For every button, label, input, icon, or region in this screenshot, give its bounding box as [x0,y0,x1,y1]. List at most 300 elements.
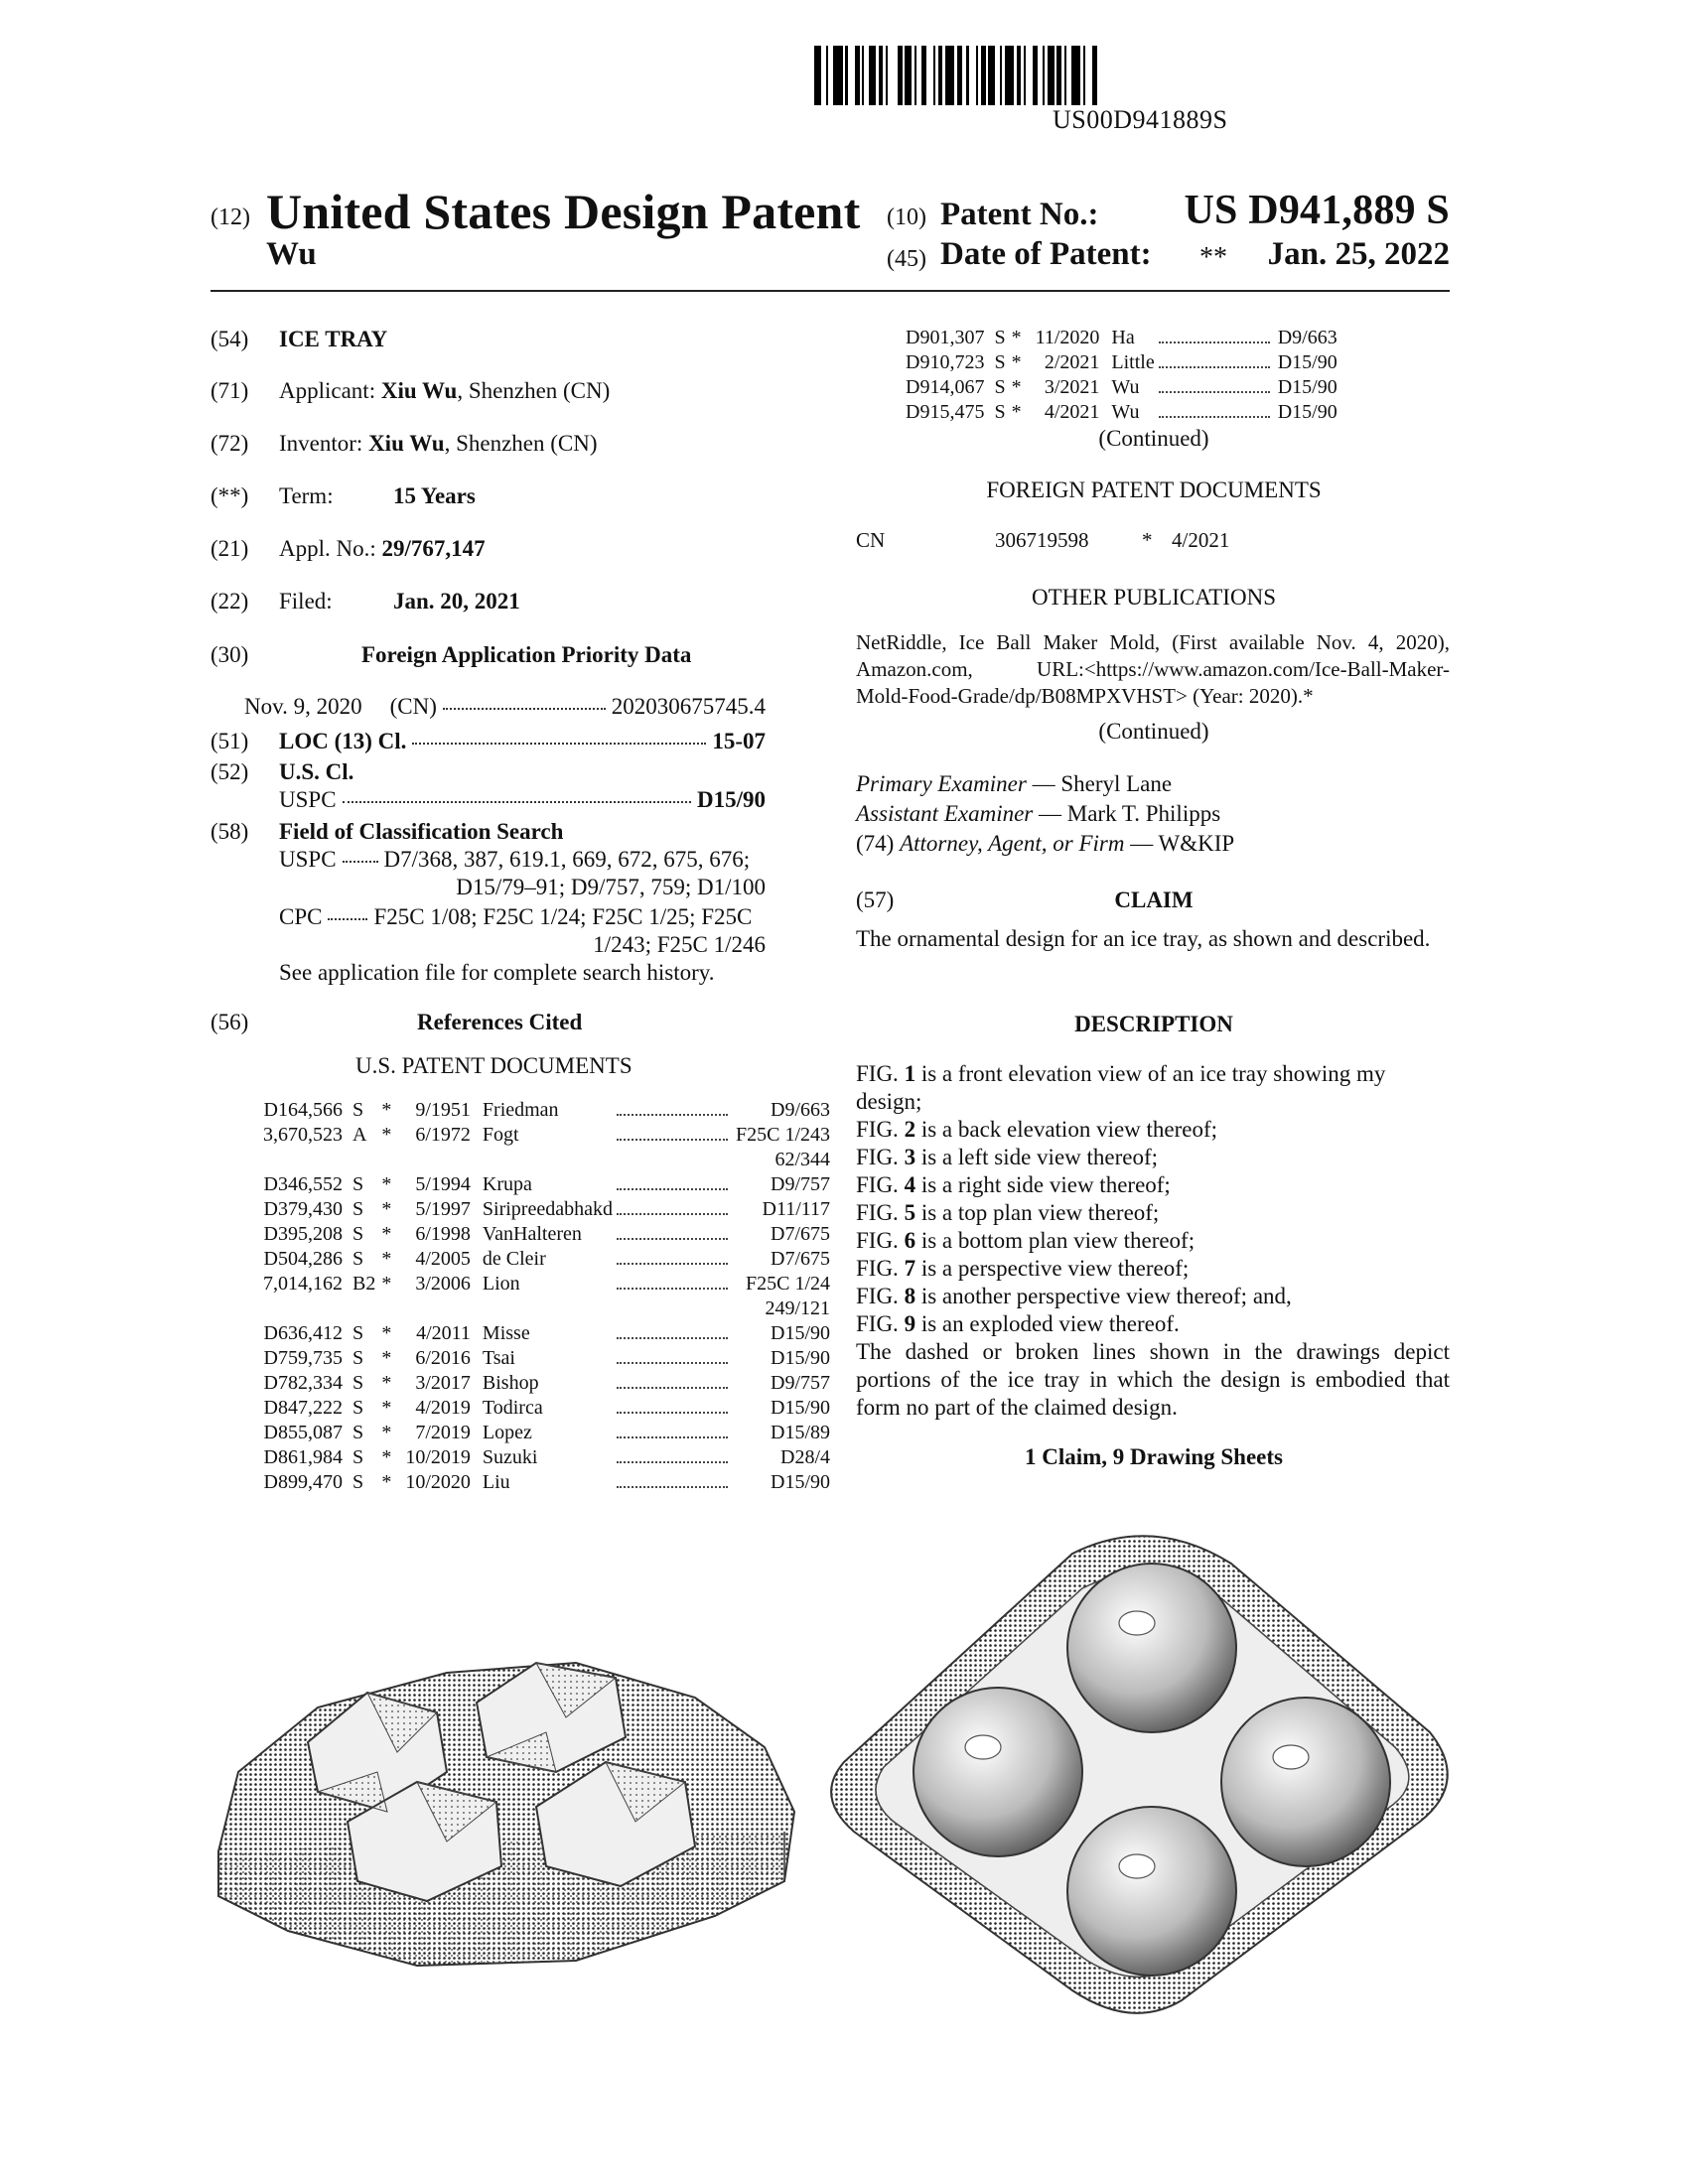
ref-date: 6/1998 [415,1223,471,1245]
ref-number: D910,723 [906,351,985,373]
loc-row [279,728,766,755]
us-cl-label: U.S. Cl. [279,759,354,784]
ref-class: D15/90 [771,1347,831,1369]
primary-examiner-name: — Sheryl Lane [1026,771,1173,796]
ref-star: * [381,1471,392,1493]
attorney-label: Attorney, Agent, or Firm [900,831,1125,856]
figure-number: 8 [904,1284,916,1308]
ref-star: * [381,1372,392,1394]
ref-class: D9/663 [1277,327,1337,348]
reference-row [906,326,1337,350]
field-cpc-row [279,903,766,931]
ref-name: Suzuki [482,1446,538,1468]
ref-date: 2/2021 [1044,351,1100,373]
ref-class: D28/4 [780,1446,831,1468]
ref-kind: S [352,1422,364,1443]
figure-description: is a bottom plan view thereof; [915,1228,1196,1253]
figure-line [856,1116,1450,1144]
leader-dots [613,1445,732,1470]
ref-name: Bishop [482,1372,539,1394]
code-56: (56) [211,1010,249,1034]
ref-class: D15/90 [771,1397,831,1419]
uspc-label: USPC [279,787,337,812]
barcode-bar [905,46,912,105]
other-pub-line-3: Mold-Food-Grade/dp/B08MPXVHST> (Year: 2020).* [856,684,1314,708]
date-of-patent: Jan. 25, 2022 [1267,236,1450,272]
code-term: (**) [211,483,249,508]
ref-star: * [381,1322,392,1344]
ref-star: * [381,1397,392,1419]
figure-description: is an exploded view thereof. [915,1311,1180,1336]
ref-name: Todirca [482,1397,543,1419]
barcode-bar [848,46,855,105]
barcode-bar [945,46,955,105]
field-uspc-row [279,846,766,874]
attorney [856,830,1234,858]
uspc-value: D15/90 [697,787,766,812]
ref-star: * [1011,376,1022,398]
figure-prefix: design; [856,1089,922,1114]
field-search-title: Field of Classification Search [279,819,564,844]
perspective-view-right [831,1536,1448,2013]
filed-label: Filed: [279,589,333,614]
term-label: Term: [279,483,334,508]
ref-star: * [381,1422,392,1443]
field-cpc-1: F25C 1/08; F25C 1/24; F25C 1/25; F25C [373,904,753,929]
code-51: (51) [211,729,249,753]
ref-kind: S [994,327,1006,348]
ref-kind: S [352,1347,364,1369]
barcode-bar [1097,46,1099,105]
barcode-number: US00D941889S [1053,105,1228,134]
ref-kind: A [352,1124,367,1146]
primary-examiner-label: Primary Examiner [856,771,1027,796]
figure-line [856,1144,1450,1171]
ref-class: D15/90 [771,1322,831,1344]
appl-no [279,535,486,563]
leader-dots [443,707,606,710]
figure-description: is a back elevation view thereof; [915,1117,1218,1142]
priority-number: 202030675745.4 [611,694,766,719]
assistant-examiner-label: Assistant Examiner [856,801,1034,826]
reference-row [263,1321,830,1346]
ref-kind: S [352,1471,364,1493]
foreign-star: * [1142,528,1153,552]
code-30: (30) [211,642,249,667]
ref-class: D15/90 [1277,376,1337,398]
ref-kind: S [352,1198,364,1220]
reference-row [263,1247,830,1272]
ref-name: Tsai [482,1347,515,1369]
ref-kind: S [994,401,1006,423]
figure-line [856,1310,1450,1338]
ref-date: 4/2019 [415,1397,471,1419]
ref-date: 4/2021 [1044,401,1100,423]
search-history-note: See application file for complete search history. [279,960,715,985]
ref-name: Lopez [482,1422,532,1443]
dashed-lines-note [856,1338,1450,1422]
reference-row [263,1098,830,1123]
document-type: United States Design Patent [266,184,861,239]
ref-star: * [381,1173,392,1195]
ref-date: 10/2019 [405,1446,471,1468]
figure-prefix: FIG. [856,1172,899,1197]
ref-class-continuation: 62/344 [774,1149,831,1170]
foreign-date: 4/2021 [1172,528,1230,552]
figure-prefix: FIG. [856,1284,899,1308]
appl-no-label: Appl. No.: [279,536,376,561]
barcode-bar [1048,46,1055,105]
ref-name: Wu [1111,376,1140,398]
title: ICE TRAY [279,327,388,351]
priority-date: Nov. 9, 2020 [244,694,362,719]
ref-class: D7/675 [771,1223,831,1245]
ref-date: 3/2021 [1044,376,1100,398]
ref-number: D847,222 [263,1397,343,1419]
ref-name: Siripreedabhakd [482,1198,613,1220]
references-list [263,1098,830,1495]
code-71: (71) [211,378,249,403]
date-stars: ** [1199,242,1227,273]
ref-class-continuation: 249/121 [765,1297,831,1319]
ref-date: 4/2011 [416,1322,471,1344]
uspc-row [279,786,766,814]
leader-dots [1155,375,1274,400]
ref-name: Fogt [482,1124,519,1146]
code-21: (21) [211,536,249,561]
ref-number: D379,430 [263,1198,343,1220]
leader-dots [613,1371,732,1396]
assistant-examiner [856,800,1220,828]
code-74: (74) [856,831,895,856]
priority-title: Foreign Application Priority Data [361,642,692,667]
ref-number: D915,475 [906,401,985,423]
ref-star: * [381,1223,392,1245]
ref-star: * [381,1446,392,1468]
ref-class: D15/90 [771,1471,831,1493]
leader-dots [613,1172,732,1197]
ref-number: 7,014,162 [263,1273,343,1295]
us-references-table [263,1098,830,1495]
ref-name: Lion [482,1273,520,1295]
leader-dots [613,1346,732,1371]
figure-number: 9 [904,1311,916,1336]
ref-number: D504,286 [263,1248,343,1270]
leader-dots [613,1321,732,1346]
ref-class: D15/90 [1277,351,1337,373]
figure-description: is a perspective view thereof; [915,1256,1190,1281]
code-10: (10) [887,205,926,230]
field-uspc-label: USPC [279,847,337,872]
leader-dots [613,1421,732,1445]
field-cpc-2: 1/243; F25C 1/246 [593,932,766,957]
applicant [279,377,610,405]
ref-name: Ha [1111,327,1135,348]
us-patent-docs-title: U.S. PATENT DOCUMENTS [355,1053,633,1078]
ref-number: D636,412 [263,1322,343,1344]
figure-prefix: FIG. [856,1117,899,1142]
ref-name: de Cleir [482,1248,546,1270]
figure-description: is a left side view thereof; [915,1145,1159,1169]
figure-number: 5 [904,1200,916,1225]
date-of-patent-label: Date of Patent: [940,236,1152,272]
figure-prefix: FIG. [856,1256,899,1281]
ref-date: 9/1951 [415,1099,471,1121]
description-title: DESCRIPTION [1074,1012,1233,1036]
figure-line [856,1088,1450,1116]
reference-row [263,1470,830,1495]
foreign-docs-title: FOREIGN PATENT DOCUMENTS [986,478,1322,502]
figure-description: is a right side view thereof; [915,1172,1171,1197]
leader-dots [613,1222,732,1247]
leader-dots [412,742,706,745]
ref-name: Little [1111,351,1155,373]
ref-star: * [381,1273,392,1295]
ref-date: 3/2017 [415,1372,471,1394]
code-57: (57) [856,887,895,912]
foreign-country: CN [856,528,886,552]
ref-class: D15/89 [771,1422,831,1443]
reference-continuation-row [263,1148,830,1172]
ref-name: Krupa [482,1173,532,1195]
inventor-location: , Shenzhen (CN) [444,431,598,456]
barcode-bar [988,46,995,105]
perspective-view-left [218,1663,794,1966]
ref-date: 5/1994 [415,1173,471,1195]
figure-number: 7 [904,1256,916,1281]
ref-number: D914,067 [906,376,985,398]
ref-number: D855,087 [263,1422,343,1443]
ref-kind: S [994,351,1006,373]
code-12: (12) [211,205,250,230]
barcode [814,46,1450,105]
barcode-bar [926,46,933,105]
term-value: 15 Years [393,483,476,508]
applicant-location: , Shenzhen (CN) [457,378,611,403]
figure-prefix: FIG. [856,1145,899,1169]
figure-description: is another perspective view thereof; and, [915,1284,1292,1308]
barcode-bar [1085,46,1092,105]
ref-number: D346,552 [263,1173,343,1195]
inventor-name: Xiu Wu [368,431,445,456]
attorney-name: — W&KIP [1124,831,1235,856]
leader-dots [328,917,367,920]
ref-number: D861,984 [263,1446,343,1468]
primary-examiner [856,770,1172,798]
claims-sheets: 1 Claim, 9 Drawing Sheets [1024,1444,1284,1469]
ref-number: D759,735 [263,1347,343,1369]
reference-continuation-row [263,1297,830,1321]
code-45: (45) [887,246,926,272]
reference-row [263,1272,830,1297]
leader-dots [613,1396,732,1421]
other-publication [856,629,1450,710]
ref-date: 10/2020 [405,1471,471,1493]
appl-no-value: 29/767,147 [381,536,486,561]
figure-prefix: FIG. [856,1311,899,1336]
ref-date: 6/1972 [415,1124,471,1146]
ref-class: D9/757 [771,1173,831,1195]
ref-name: Liu [482,1471,510,1493]
figure-prefix: FIG. [856,1061,899,1086]
figure-line [856,1255,1450,1283]
continued-1: (Continued) [1098,426,1209,451]
ref-star: * [381,1099,392,1121]
code-52: (52) [211,759,249,784]
barcode-bar [814,46,821,105]
claim-title: CLAIM [1114,887,1194,912]
ref-kind: B2 [352,1273,376,1295]
figure-number: 3 [904,1145,916,1169]
ref-star: * [381,1248,392,1270]
ice-tray-drawings [199,1524,1489,2020]
assistant-examiner-name: — Mark T. Philipps [1033,801,1221,826]
code-54: (54) [211,327,249,351]
figure-list [856,1060,1450,1338]
ref-star: * [381,1124,392,1146]
code-72: (72) [211,431,249,456]
reference-row [263,1197,830,1222]
inventor-label: Inventor: [279,431,363,456]
figure-line [856,1171,1450,1199]
reference-row [263,1396,830,1421]
ref-star: * [1011,327,1022,348]
ref-class: D9/663 [771,1099,831,1121]
ref-name: Wu [1111,401,1140,423]
barcode-bar [1071,46,1081,105]
ref-number: D901,307 [906,327,985,348]
barcode-bar [833,46,843,105]
code-58: (58) [211,819,249,844]
ref-number: 3,670,523 [263,1124,343,1146]
reference-row [263,1371,830,1396]
ref-class: D7/675 [771,1248,831,1270]
ref-kind: S [352,1446,364,1468]
leader-dots [613,1272,732,1297]
leader-dots [613,1098,732,1123]
ref-date: 3/2006 [415,1273,471,1295]
other-pub-line-2: Amazon.com, URL:<https://www.amazon.com/Ice-Ball-Maker- [856,657,1450,681]
leader-dots [1155,326,1274,350]
figure-line [856,1060,1450,1088]
references-title: References Cited [417,1010,583,1034]
figure-line [856,1199,1450,1227]
applicant-label: Applicant: [279,378,376,403]
field-uspc-2: D15/79–91; D9/757, 759; D1/100 [456,875,766,899]
priority-country: (CN) [389,694,437,719]
ref-kind: S [352,1372,364,1394]
dashed-note-line-1: The dashed or broken lines shown in the drawings depict [856,1339,1450,1364]
ref-number: D782,334 [263,1372,343,1394]
ref-number: D899,470 [263,1471,343,1493]
loc-label: LOC (13) Cl. [279,729,407,753]
reference-row [906,400,1337,425]
ref-date: 4/2005 [415,1248,471,1270]
ref-date: 11/2020 [1035,327,1100,348]
barcode-bar [1005,46,1015,105]
ref-star: * [1011,351,1022,373]
leader-dots [343,860,378,863]
leader-dots [613,1197,732,1222]
reference-row [906,375,1337,400]
claim-text: The ornamental design for an ice tray, as shown and described. [856,926,1431,951]
patent-number: US D941,889 S [1184,188,1450,233]
reference-row [263,1222,830,1247]
header-rule [211,290,1450,292]
ref-kind: S [994,376,1006,398]
barcode-bar [969,46,976,105]
figure-description: is a top plan view thereof; [915,1200,1160,1225]
reference-row [263,1445,830,1470]
loc-value: 15-07 [712,729,766,753]
representative-drawing [199,1524,1489,2025]
figure-number: 6 [904,1228,916,1253]
continued-2: (Continued) [1098,719,1209,744]
barcode-bar [1026,46,1033,105]
foreign-number: 306719598 [995,528,1089,552]
figure-prefix: FIG. [856,1228,899,1253]
dashed-note-line-2: portions of the ice tray in which the design is embodied that [856,1367,1450,1392]
patent-no-label: Patent No.: [940,197,1099,232]
barcode-bar [869,46,876,105]
ref-number: D164,566 [263,1099,343,1121]
priority-row [244,693,766,721]
leader-dots [613,1123,732,1148]
references-list-cont [906,326,1337,425]
figure-number: 1 [904,1061,916,1086]
leader-dots [343,800,691,803]
ref-name: Friedman [482,1099,559,1121]
reference-row [263,1172,830,1197]
ref-star: * [1011,401,1022,423]
ref-kind: S [352,1223,364,1245]
leader-dots [613,1247,732,1272]
ref-kind: S [352,1248,364,1270]
ref-date: 5/1997 [415,1198,471,1220]
reference-row [263,1421,830,1445]
ref-class: D9/757 [771,1372,831,1394]
field-cpc-label: CPC [279,904,323,929]
us-references-cont [906,326,1337,425]
figure-line [856,1283,1450,1310]
ref-date: 7/2019 [415,1422,471,1443]
ref-kind: S [352,1173,364,1195]
ref-kind: S [352,1397,364,1419]
reference-row [263,1346,830,1371]
filed-date: Jan. 20, 2021 [393,589,520,614]
leader-dots [1155,400,1274,425]
ref-name: VanHalteren [482,1223,582,1245]
figure-number: 2 [904,1117,916,1142]
ref-number: D395,208 [263,1223,343,1245]
ref-star: * [381,1347,392,1369]
ref-class: D15/90 [1277,401,1337,423]
field-uspc-1: D7/368, 387, 619.1, 669, 672, 675, 676; [383,847,751,872]
ref-class: F25C 1/243 [735,1124,831,1146]
code-22: (22) [211,589,249,614]
ref-kind: S [352,1322,364,1344]
ref-class: D11/117 [762,1198,831,1220]
barcode-bar [888,46,898,105]
leader-dots [613,1470,732,1495]
reference-row [906,350,1337,375]
figure-prefix: FIG. [856,1200,899,1225]
ref-class: F25C 1/24 [745,1273,831,1295]
figure-line [856,1227,1450,1255]
ref-kind: S [352,1099,364,1121]
ref-name: Misse [482,1322,530,1344]
inventor [279,430,598,458]
